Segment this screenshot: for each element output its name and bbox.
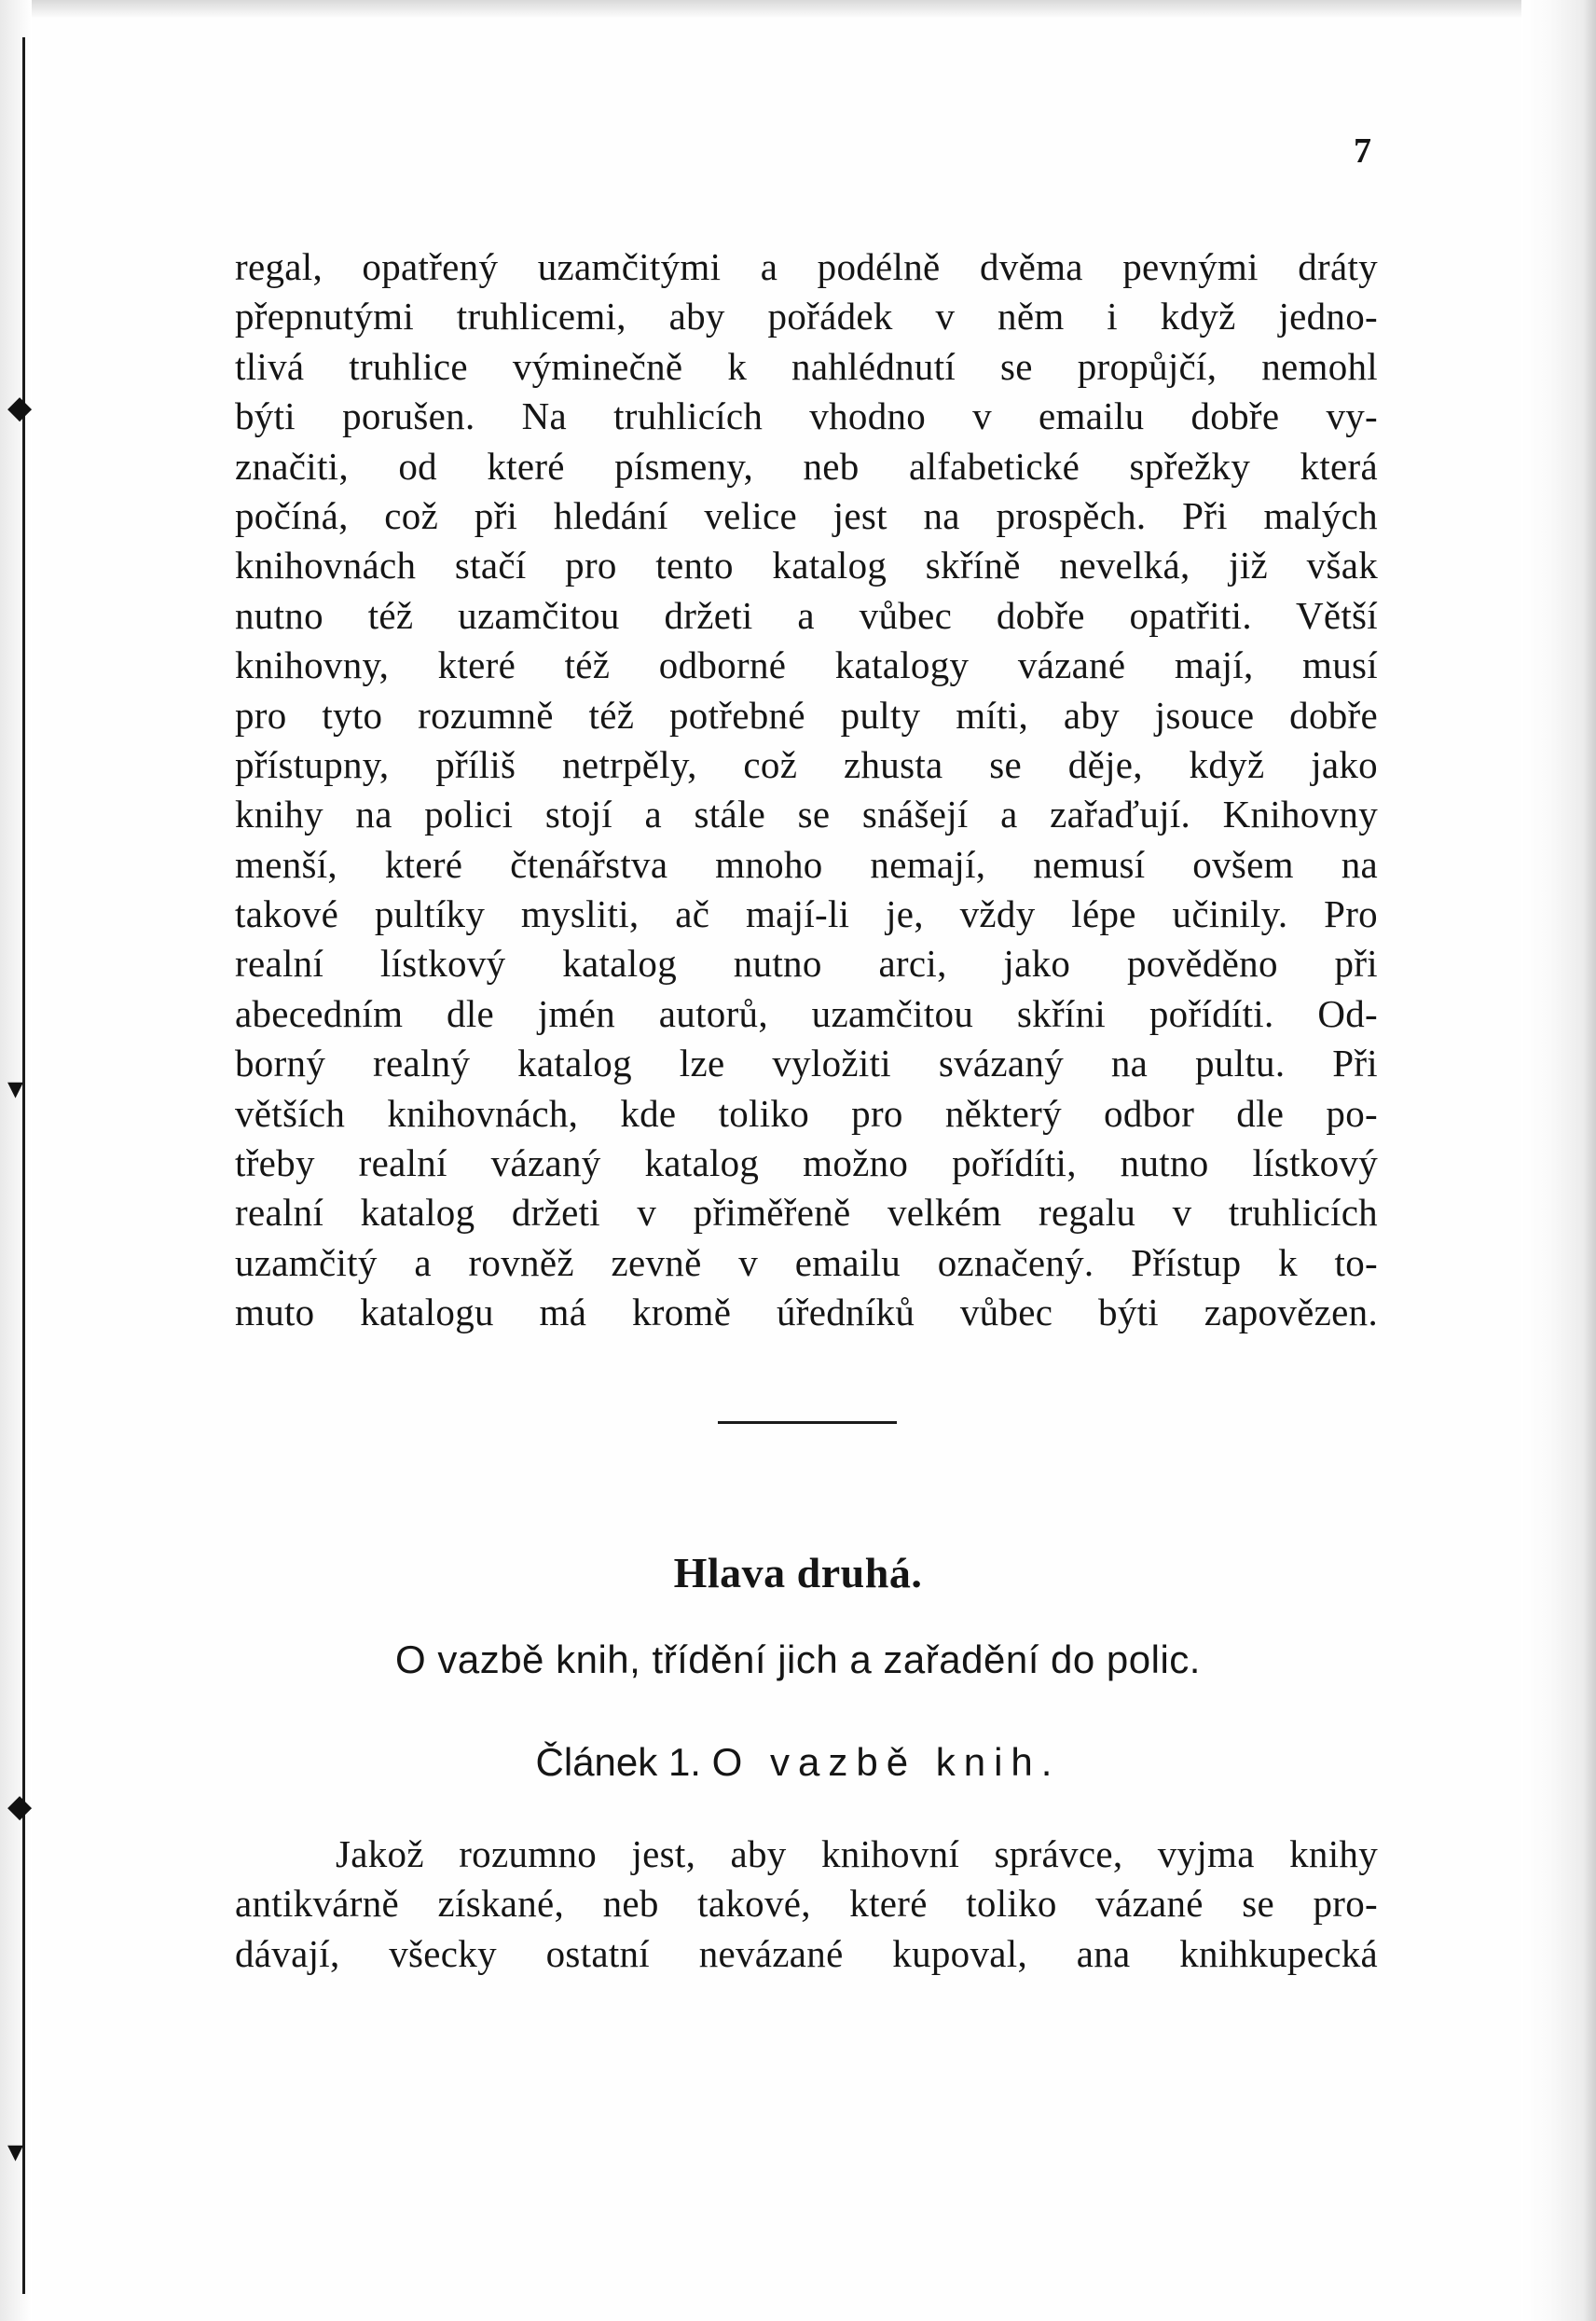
text-line: býti porušen. Na truhlicích vhodno v emailu dobře vy- [235,394,1378,438]
binding-mark-icon: ◆ [7,389,33,426]
binding-mark-icon: ▾ [7,1070,24,1107]
text-line: knihovny, které též odborné katalogy vázané mají, musí [235,643,1378,687]
text-line: regal, opatřený uzamčitými a podélně dvěma pevnými dráty [235,245,1378,288]
binding-rule [22,37,25,2294]
text-line: přístupny, příliš netrpěly, což zhusta se děje, když jako [235,742,1378,786]
text-line: větších knihovnách, kde toliko pro některý odbor dle po- [235,1091,1378,1135]
section-divider [718,1421,897,1424]
text-line: uzamčitý a rovněž zevně v emailu označený. Přístup k to- [235,1240,1378,1284]
chapter-title: Hlava druhá. [673,1549,923,1596]
text-line: Jakož rozumno jest, aby knihovní správce, vyjma knihy [336,1832,1378,1875]
text-line: muto katalogu má kromě úředníků vůbec býti zapovězen. [235,1291,1378,1334]
text-line: knihovnách stačí pro tento katalog skříně nevelká, již však [235,544,1378,587]
text-line: borný realný katalog lze vyložiti svázaný na pultu. Při [235,1042,1378,1085]
text-line: nutno též uzamčitou držeti a vůbec dobře opatřiti. Větší [235,593,1378,637]
text-line: antikvárně získané, neb takové, které toliko vázané se pro- [235,1882,1378,1926]
text-line: abecedním dle jmén autorů, uzamčitou skříni pořídíti. Od- [235,991,1378,1035]
text-line: menší, které čtenářstva mnoho nemají, nemusí ovšem na [235,842,1378,886]
scan-top-edge [0,0,1596,19]
text-line: realní lístkový katalog nutno arci, jako pověděno při [235,942,1378,986]
text-line: přepnutými truhlicemi, aby pořádek v něm i když jedno- [235,295,1378,338]
article-prefix: Článek 1. [535,1740,701,1784]
text-line: značiti, od které písmeny, neb alfabetické spřežky která [235,444,1378,488]
paragraph-2 [235,1830,1378,1979]
scan-left-edge [0,0,32,2321]
article-heading [0,1740,1596,1785]
scan-right-edge [1521,0,1596,2321]
text-line: dávají, všecky ostatní nevázané kupoval, ana knihkupecká [235,1931,1378,1975]
text-line: realní katalog držeti v přiměřeně velkém regalu v truhlicích [235,1191,1378,1235]
text-line: počíná, což při hledání velice jest na prospěch. Při malých [235,493,1378,537]
text-line: tlivá truhlice výminečně k nahlédnutí se propůjčí, nemohl [235,344,1378,388]
binding-mark-icon: ◆ [7,1788,33,1825]
page-number: 7 [1354,131,1372,171]
binding-mark-icon: ▾ [7,2133,24,2170]
text-line: takové pultíky mysliti, ač mají-li je, vždy lépe učinily. Pro [235,892,1378,936]
chapter-subtitle: O vazbě knih, třídění jich a zařadění do polic. [395,1637,1201,1681]
text-line: třeby realní vázaný katalog možno pořídíti, nutno lístkový [235,1141,1378,1185]
text-line: pro tyto rozumně též potřebné pulty míti, aby jsouce dobře [235,693,1378,737]
article-title: O vazbě knih. [711,1740,1061,1784]
paragraph-1 [235,242,1378,1338]
text-line: knihy na polici stojí a stále se snášejí a zařaďují. Knihovny [235,793,1378,836]
